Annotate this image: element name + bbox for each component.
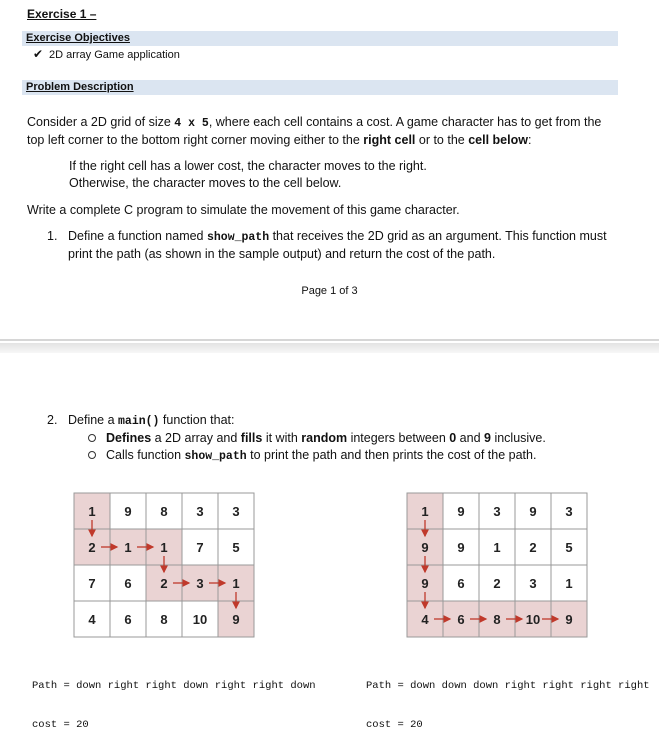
grid-cell-value: 9 — [124, 504, 132, 519]
main-function-name: main() — [118, 415, 160, 428]
show-path-function-name: show_path — [206, 231, 270, 244]
path-output-1: Path = down right right down right right down — [32, 680, 316, 692]
write-text: Write a complete C program to simulate the movement of this game character. — [27, 203, 460, 217]
task2-text-1: Define a — [68, 413, 119, 427]
grid-cell-value: 4 — [421, 612, 429, 627]
grid-cell-value: 6 — [457, 576, 465, 591]
task-number-2: 2. — [47, 413, 58, 427]
grid-cell-value: 9 — [565, 612, 573, 627]
grid-cell-value: 7 — [88, 576, 96, 591]
objectives-band — [22, 31, 618, 46]
grid-cell-value: 8 — [160, 504, 168, 519]
right-cell-term: right cell — [363, 133, 416, 147]
grid-cell-value: 3 — [196, 576, 204, 591]
objectives-heading: Exercise Objectives — [26, 32, 130, 44]
problem-band — [22, 80, 618, 95]
grid-cell-value: 9 — [529, 504, 537, 519]
movement-rules — [69, 158, 609, 192]
grid-cell-value: 4 — [88, 612, 96, 627]
grid-cell-value: 6 — [124, 612, 132, 627]
grid-cell-value: 9 — [232, 612, 240, 627]
problem-heading: Problem Description — [26, 81, 134, 93]
cost-output-2: cost = 20 — [366, 719, 423, 731]
task1-text-2: that receives the 2D grid as an argument. This function must print the path (as shown in the sample output) and return the cost of the path. — [68, 229, 607, 261]
rule-right: If the right cell has a lower cost, the character moves to the right. — [69, 159, 427, 173]
cell-below-term: cell below — [468, 133, 528, 147]
grid-cell-value: 2 — [160, 576, 168, 591]
grid-cell-value: 9 — [457, 504, 465, 519]
intro-text-4: : — [527, 133, 532, 147]
grid-cell-value: 1 — [421, 504, 429, 519]
grid-cell-value: 1 — [88, 504, 96, 519]
grid-cell-value: 10 — [192, 612, 208, 627]
path-output-2: Path = down down down right right right right — [366, 680, 650, 692]
grid-cell-value: 1 — [565, 576, 573, 591]
grid-cell-value: 1 — [160, 540, 168, 555]
grid-cell-value: 8 — [493, 612, 501, 627]
checkmark-icon: ✔ — [33, 47, 44, 61]
page-divider-shadow — [0, 343, 659, 353]
grid-cell-value: 2 — [493, 576, 501, 591]
rule-below: Otherwise, the character moves to the cell below. — [69, 176, 342, 190]
grid-cell-value: 10 — [525, 612, 541, 627]
sample-grid-2 — [406, 492, 588, 642]
grid-cell-value: 9 — [421, 576, 429, 591]
grid-cell-value: 1 — [232, 576, 240, 591]
grid-cell-value: 5 — [565, 540, 573, 555]
page-divider — [0, 339, 659, 341]
grid-cell-value: 3 — [232, 504, 240, 519]
grid-cell-value: 7 — [196, 540, 204, 555]
grid-cell-value: 2 — [88, 540, 96, 555]
problem-intro — [27, 114, 617, 149]
grid-cell-value: 1 — [124, 540, 132, 555]
grid-cell-value: 8 — [160, 612, 168, 627]
intro-text-1: Consider a 2D grid of size — [27, 115, 175, 129]
objective-item — [33, 47, 180, 61]
grid-cell-value: 6 — [457, 612, 465, 627]
grid-cell-value: 3 — [565, 504, 573, 519]
page-number: Page 1 of 3 — [301, 285, 358, 297]
objective-text: 2D array Game application — [49, 49, 180, 61]
write-instruction — [27, 202, 617, 219]
subitem-defines: Defines a 2D array and fills it with random integers between 0 and 9 inclusive. — [88, 430, 618, 447]
grid-cell-value: 5 — [232, 540, 240, 555]
circle-bullet-icon — [88, 434, 96, 442]
grid-cell-value: 3 — [529, 576, 537, 591]
exercise-heading: Exercise 1 – — [27, 7, 97, 21]
grid-size: 4 x 5 — [174, 117, 209, 130]
intro-text-3: or to the — [415, 133, 469, 147]
task-number-1: 1. — [47, 229, 58, 243]
grid-cell-value: 6 — [124, 576, 132, 591]
cost-output-1: cost = 20 — [32, 719, 89, 731]
circle-bullet-icon — [88, 451, 96, 459]
grid-cell-value: 9 — [421, 540, 429, 555]
sample-grid-1 — [73, 492, 255, 642]
intro-text-2: , where each cell contains a cost. A game character has to get from the top left corner to the bottom right corner moving either to the — [27, 115, 602, 147]
grid-cell-value: 9 — [457, 540, 465, 555]
grid-cell-value: 1 — [493, 540, 501, 555]
grid-cell-value: 3 — [493, 504, 501, 519]
grid-cell-value: 3 — [196, 504, 204, 519]
task2-text-2: function that: — [159, 413, 235, 427]
grid-cell-value: 2 — [529, 540, 537, 555]
task1-text-1: Define a function named — [68, 229, 207, 243]
task2-subitems — [88, 430, 618, 465]
subitem-calls: Calls function show_path to print the path and then prints the cost of the path. — [88, 447, 618, 465]
